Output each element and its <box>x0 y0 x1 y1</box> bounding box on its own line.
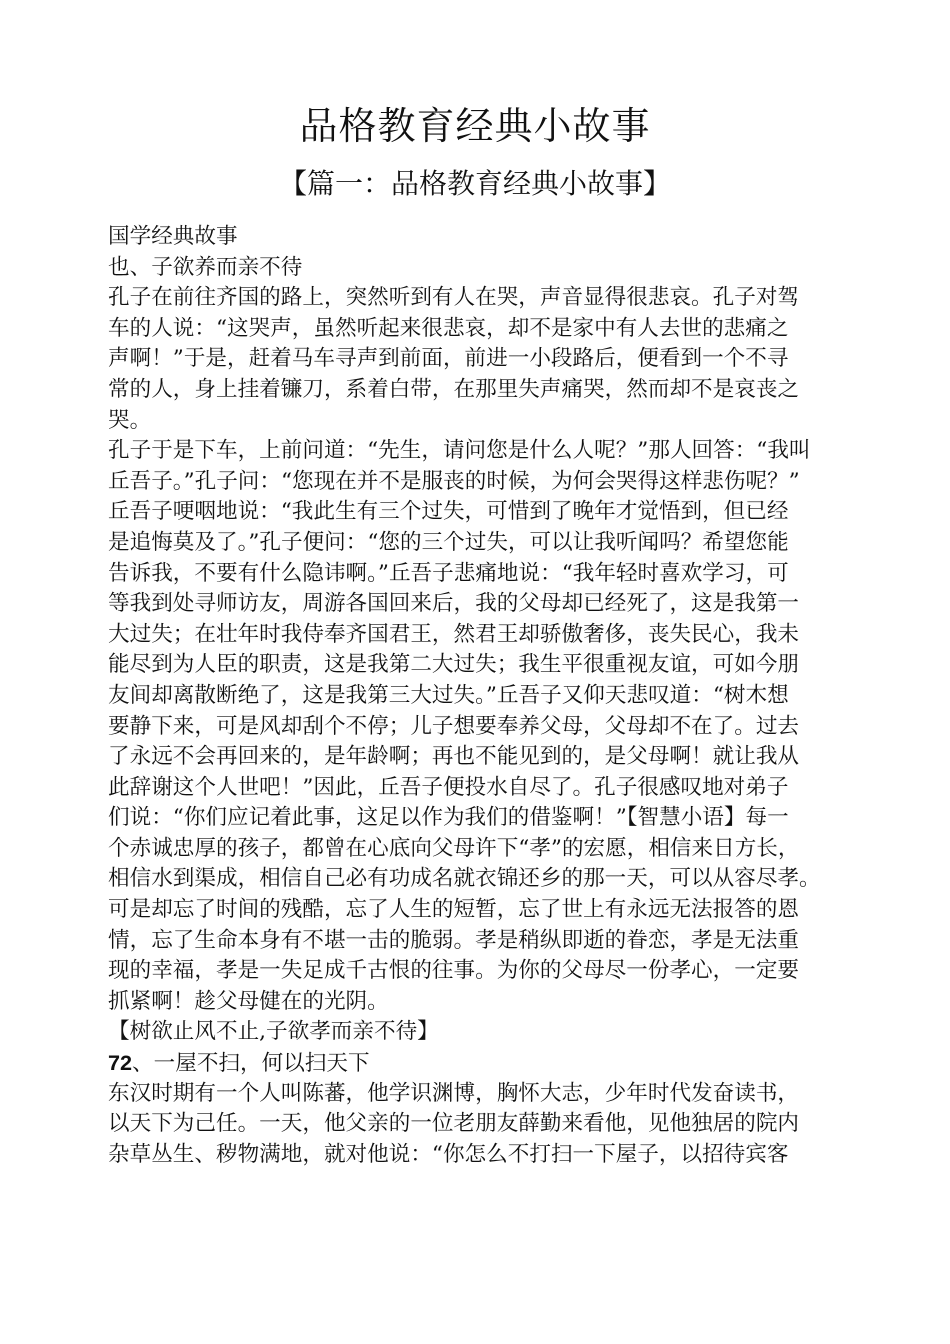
text-line: 等我到处寻师访友，周游各国回来后，我的父母却已经死了，这是我第一 <box>108 591 800 617</box>
text-line: 国学经典故事 <box>108 224 238 249</box>
text-line: 可是却忘了时间的残酷，忘了人生的短暂，忘了世上有永远无法报答的恩 <box>108 897 800 923</box>
text-line: 能尽到为人臣的职责，这是我第二大过失；我生平很重视友谊，可如今朋 <box>108 652 800 678</box>
text-line: 东汉时期有一个人叫陈蕃，他学识渊博，胸怀大志，少年时代发奋读书， <box>108 1080 800 1106</box>
text-line: 要静下来，可是风却刮个不停；儿子想要奉养父母，父母却不在了。过去 <box>108 713 800 739</box>
text-line: 现的幸福，孝是一失足成千古恨的往事。为你的父母尽一份孝心，一定要 <box>108 958 800 984</box>
text-line: 告诉我，不要有什么隐讳啊。”丘吾子悲痛地说：“我年轻时喜欢学习，可 <box>108 560 789 586</box>
text-line: 个赤诚忠厚的孩子，都曾在心底向父母许下“孝”的宏愿，相信来日方长， <box>108 835 800 861</box>
document-title: 品格教育经典小故事 <box>299 104 651 148</box>
text-line: 杂草丛生、秽物满地，就对他说：“你怎么不打扫一下屋子，以招待宾客 <box>108 1141 789 1167</box>
text-line: 是追悔莫及了。”孔子便问：“您的三个过失，可以让我听闻吗？希望您能 <box>108 529 789 555</box>
body-text <box>108 222 868 1170</box>
text-line: 以天下为己任。一天，他父亲的一位老朋友薛勤来看他，见他独居的院内 <box>108 1111 800 1137</box>
text-line: 大过失；在壮年时我侍奉齐国君王，然君王却骄傲奢侈，丧失民心，我未 <box>108 621 800 647</box>
section-number: 72 <box>108 1050 133 1076</box>
text-line: 友间却离散断绝了，这是我第三大过失。”丘吾子又仰天悲叹道：“树木想 <box>108 682 789 708</box>
text-line: 孔子于是下车，上前问道：“先生，请问您是什么人呢？”那人回答：“我叫 <box>108 438 811 464</box>
text-line: 了永远不会再回来的，是年龄啊；再也不能见到的，是父母啊！就让我从 <box>108 744 800 770</box>
section-heading-text: 、一屋不扫，何以扫天下 <box>132 1051 370 1077</box>
section-heading-72 <box>108 1048 868 1079</box>
text-line: 也、子欲养而亲不待 <box>108 254 303 280</box>
text-line: 声啊！”于是，赶着马车寻声到前面，前进一小段路后，便看到一个不寻 <box>108 346 789 372</box>
text-line: 丘吾子哽咽地说：“我此生有三个过失，可惜到了晚年才觉悟到，但已经 <box>108 499 789 525</box>
text-line: 孔子在前往齐国的路上，突然听到有人在哭，声音显得很悲哀。孔子对驾 <box>108 285 800 311</box>
text-line: 抓紧啊！趁父母健在的光阴。 <box>108 988 389 1014</box>
text-line: 丘吾子。”孔子问：“您现在并不是服丧的时候，为何会哭得这样悲伤呢？” <box>108 468 800 494</box>
text-line: 相信水到渠成，相信自己必有功成名就衣锦还乡的那一天，可以从容尽孝。 <box>108 866 821 892</box>
text-line: 常的人，身上挂着镰刀，系着白带，在那里失声痛哭，然而却不是哀丧之 <box>108 376 800 402</box>
text-line: 情，忘了生命本身有不堪一击的脆弱。孝是稍纵即逝的眷恋，孝是无法重 <box>108 927 800 953</box>
text-line: 【树欲止风不止,子欲孝而亲不待】 <box>108 1019 439 1045</box>
text-line: 车的人说：“这哭声，虽然听起来很悲哀，却不是家中有人去世的悲痛之 <box>108 315 789 341</box>
text-line: 哭。 <box>108 407 152 433</box>
text-line: 们说：“你们应记着此事，这足以作为我们的借鉴啊！”【智慧小语】每一 <box>108 805 789 831</box>
document-subtitle: 【篇一：品格教育经典小故事】 <box>278 167 671 200</box>
text-line: 此辞谢这个人世吧！”因此，丘吾子便投水自尽了。孔子很感叹地对弟子 <box>108 774 789 800</box>
